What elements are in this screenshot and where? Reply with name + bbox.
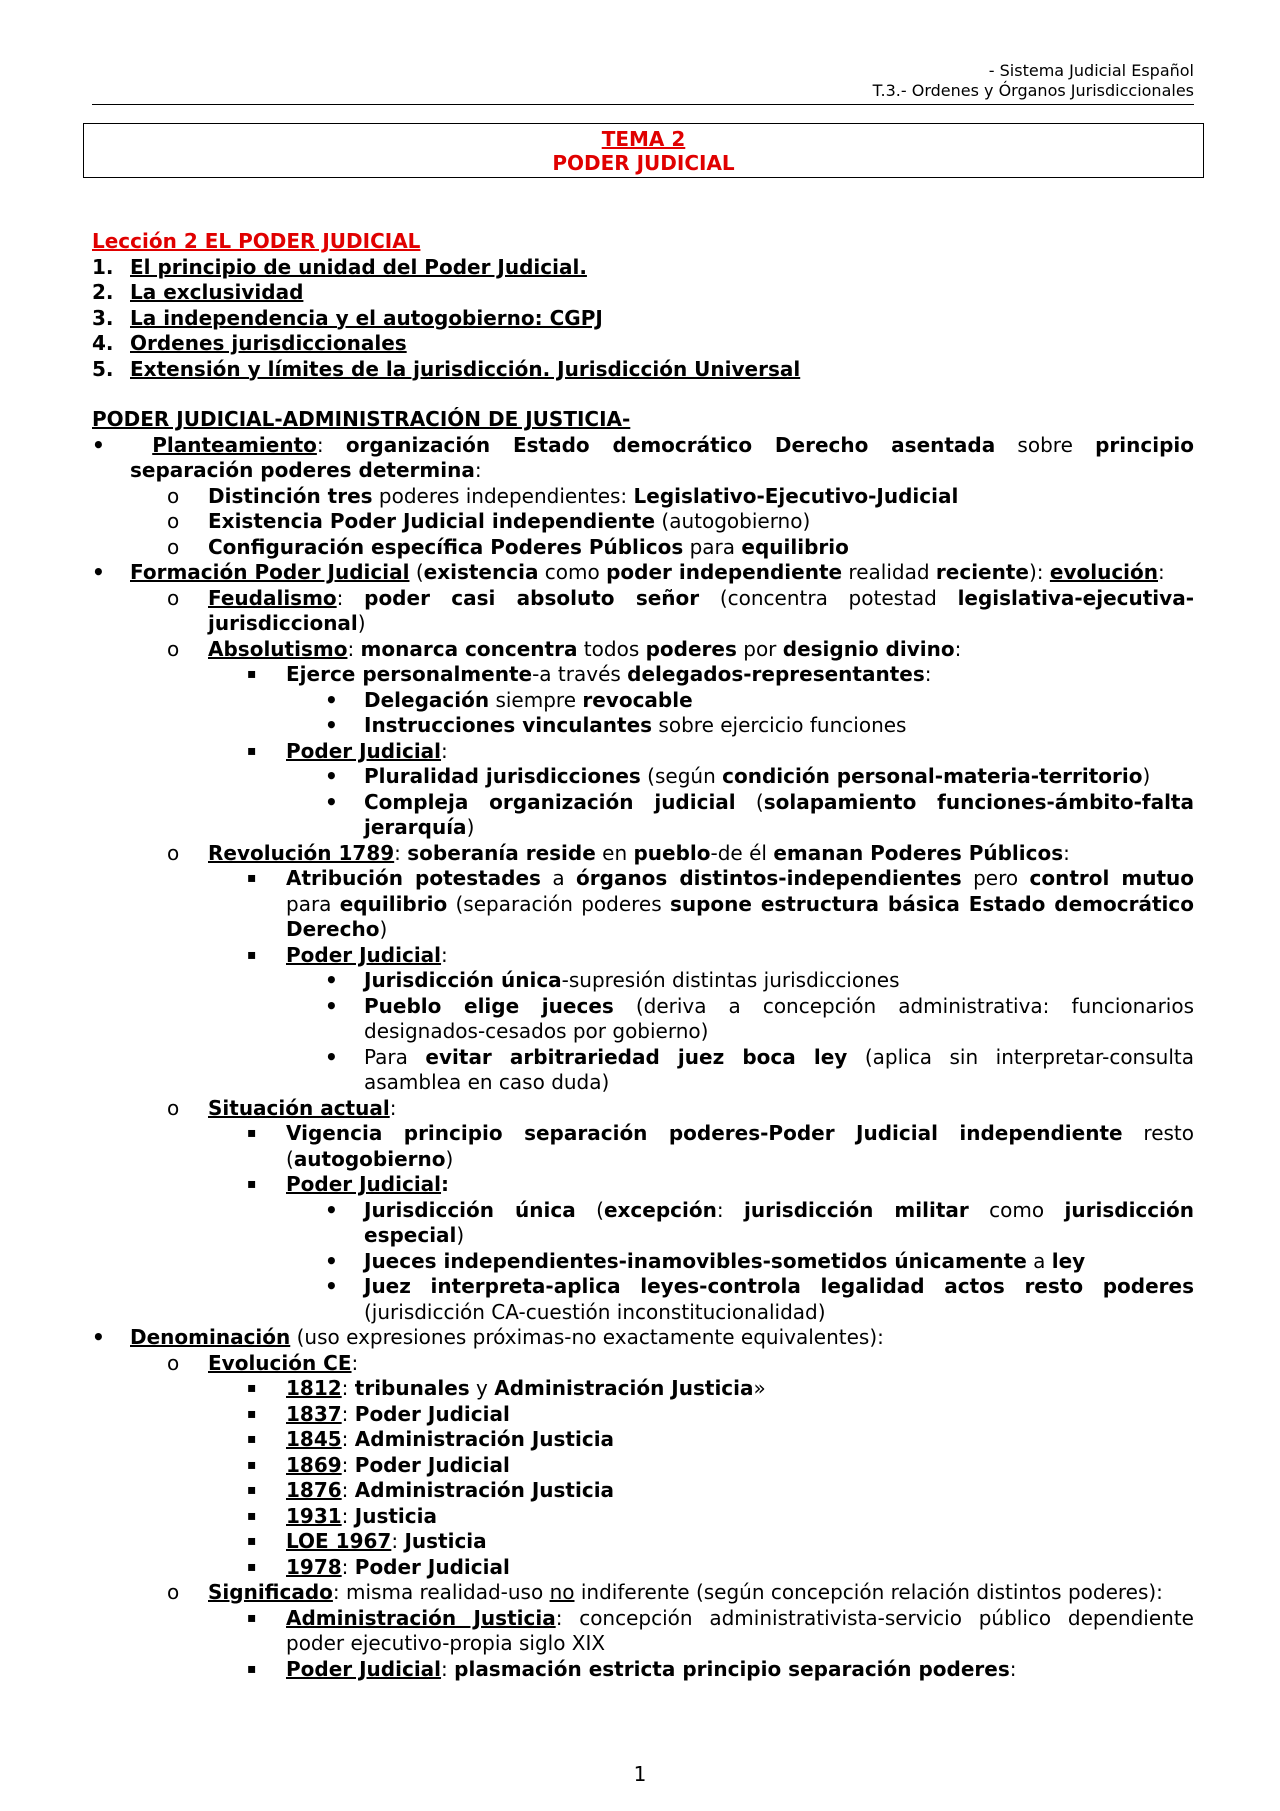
square-marker: ▪ bbox=[247, 1507, 257, 1524]
tema-subtitle: PODER JUDICIAL bbox=[552, 151, 735, 175]
list-item: o Configuración específica Poderes Públicos para equilibrio bbox=[167, 534, 849, 559]
list-item: o Evolución CE: bbox=[167, 1350, 359, 1375]
list-item: ▪ Ejerce personalmente-a través delegados-representantes: bbox=[247, 662, 932, 686]
circle-marker: o bbox=[167, 1350, 180, 1375]
list-item: o Absolutismo: monarca concentra todos poderes por designio divino: bbox=[167, 636, 962, 661]
lesson-item: 2. La exclusividad bbox=[92, 280, 304, 304]
bullet-planteamiento: • Planteamiento: organización Estado democrático Derecho asentada sobre principio separación poderes determina: bbox=[92, 432, 1194, 482]
header-course: - Sistema Judicial Español bbox=[988, 61, 1194, 80]
list-item: ▪ 1845: Administración Justicia bbox=[247, 1427, 615, 1451]
square-marker: ▪ bbox=[247, 1405, 257, 1422]
list-item: • Pluralidad jurisdicciones (según condición personal-materia-territorio) bbox=[325, 764, 1151, 788]
list-item: • Juez interpreta-aplica leyes-controla legalidad actos resto poderes (jurisdicción CA-cuestión inconstitucionalidad) bbox=[325, 1274, 1194, 1324]
lesson-item: 5. Extensión y límites de la jurisdicción. Jurisdicción Universal bbox=[92, 356, 801, 381]
square-marker: ▪ bbox=[247, 946, 257, 963]
square-marker: ▪ bbox=[247, 666, 257, 682]
list-item: ▪ 1876: Administración Justicia bbox=[247, 1478, 615, 1502]
square-marker: ▪ bbox=[247, 1660, 257, 1677]
list-item: ▪ 1812: tribunales y Administración Justicia» bbox=[247, 1376, 766, 1400]
dot-marker: • bbox=[325, 1044, 338, 1069]
circle-marker: o bbox=[167, 636, 180, 661]
list-item: • Jueces independientes-inamovibles-sometidos únicamente a ley bbox=[325, 1248, 1086, 1273]
list-item: o Significado: misma realidad-uso no indiferente (según concepción relación distintos poderes): bbox=[167, 1580, 1163, 1604]
list-item: • Jurisdicción única (excepción: jurisdicción militar como jurisdicción especial) bbox=[325, 1197, 1194, 1247]
spacer bbox=[92, 382, 1194, 407]
square-marker: ▪ bbox=[247, 1533, 257, 1549]
list-item: ▪ Poder Judicial: plasmación estricta principio separación poderes: bbox=[247, 1656, 1017, 1681]
title-box bbox=[83, 123, 1204, 178]
list-item: ▪ Atribución potestades a órganos distintos-independientes pero control mutuo para equilibrio (separación poderes supone estructura básica Estado democrático Derecho) bbox=[247, 866, 1194, 941]
dot-marker: • bbox=[325, 687, 338, 712]
dot-marker: • bbox=[325, 789, 338, 814]
square-marker: ▪ bbox=[247, 1380, 257, 1396]
dot-marker: • bbox=[325, 968, 338, 992]
list-item: • Jurisdicción única-supresión distintas jurisdicciones bbox=[325, 968, 900, 992]
header-divider bbox=[92, 104, 1194, 105]
dot-marker: • bbox=[325, 764, 338, 788]
list-item: • Para evitar arbitrariedad juez boca ley (aplica sin interpretar-consulta asamblea en caso duda) bbox=[325, 1044, 1194, 1094]
list-item: • Instrucciones vinculantes sobre ejercicio funciones bbox=[325, 713, 907, 737]
dot-marker: • bbox=[325, 1248, 338, 1273]
circle-marker: o bbox=[167, 1095, 180, 1120]
bullet-formacion: • Formación Poder Judicial (existencia como poder independiente realidad reciente): evolución: bbox=[92, 560, 1165, 584]
header-topic: T.3.- Ordenes y Órganos Jurisdiccionales bbox=[872, 81, 1194, 100]
list-item: • Compleja organización judicial (solapamiento funciones-ámbito-falta jerarquía) bbox=[325, 789, 1194, 839]
circle-marker: o bbox=[167, 585, 180, 610]
dot-marker: • bbox=[325, 993, 338, 1018]
bullet-denominacion: • Denominación (uso expresiones próximas-no exactamente equivalentes): bbox=[92, 1325, 884, 1349]
bullet-marker: • bbox=[92, 560, 105, 584]
circle-marker: o bbox=[167, 840, 180, 865]
list-item: ▪ Poder Judicial: bbox=[247, 738, 448, 763]
lesson-item: 3. La independencia y el autogobierno: CGPJ bbox=[92, 305, 603, 330]
lesson-item: 4. Ordenes jurisdiccionales bbox=[92, 331, 407, 355]
square-marker: ▪ bbox=[247, 1558, 257, 1575]
list-item: ▪ Vigencia principio separación poderes-Poder Judicial independiente resto (autogobierno) bbox=[247, 1121, 1195, 1171]
list-item: o Situación actual: bbox=[167, 1095, 397, 1120]
section-heading: PODER JUDICIAL-ADMINISTRACIÓN DE JUSTICIA- bbox=[92, 407, 631, 431]
square-marker: ▪ bbox=[247, 1609, 257, 1626]
list-item: o Feudalismo: poder casi absoluto señor (concentra potestad legislativa-ejecutiva-jurisdiccional) bbox=[167, 585, 1194, 635]
list-item: ▪ 1837: Poder Judicial bbox=[247, 1401, 510, 1426]
circle-marker: o bbox=[167, 483, 180, 508]
list-item: ▪ Administración Justicia: concepción administrativista-servicio público dependiente poder ejecutivo-propia siglo XIX bbox=[247, 1605, 1194, 1655]
list-item: o Revolución 1789: soberanía reside en pueblo-de él emanan Poderes Públicos: bbox=[167, 840, 1070, 865]
square-marker: ▪ bbox=[247, 1482, 257, 1498]
lesson-item: 1. El principio de unidad del Poder Judicial. bbox=[92, 254, 587, 279]
circle-marker: o bbox=[167, 1580, 180, 1604]
square-marker: ▪ bbox=[247, 1456, 257, 1473]
square-marker: ▪ bbox=[247, 1125, 257, 1141]
circle-marker: o bbox=[167, 534, 180, 559]
list-item: • Pueblo elige jueces (deriva a concepción administrativa: funcionarios designados-cesados por gobierno) bbox=[325, 993, 1195, 1043]
list-item: ▪ 1978: Poder Judicial bbox=[247, 1554, 510, 1579]
bullet-marker: • bbox=[92, 1325, 105, 1349]
square-marker: ▪ bbox=[247, 1176, 257, 1192]
square-marker: ▪ bbox=[247, 1431, 257, 1447]
list-item: • Delegación siempre revocable bbox=[325, 687, 693, 712]
document-body bbox=[92, 229, 1194, 1682]
circle-marker: o bbox=[167, 509, 180, 533]
list-item: o Existencia Poder Judicial independiente (autogobierno) bbox=[167, 509, 811, 533]
bullet-marker: • bbox=[92, 432, 105, 457]
list-item: ▪ LOE 1967: Justicia bbox=[247, 1529, 487, 1553]
square-marker: ▪ bbox=[247, 742, 257, 759]
list-item: ▪ 1869: Poder Judicial bbox=[247, 1452, 510, 1477]
list-item: o Distinción tres poderes independientes: Legislativo-Ejecutivo-Judicial bbox=[167, 483, 959, 508]
list-item: ▪ Poder Judicial: bbox=[247, 942, 448, 967]
dot-marker: • bbox=[325, 1197, 338, 1222]
running-header bbox=[873, 61, 1194, 101]
tema-title: TEMA 2 bbox=[601, 127, 686, 151]
lesson-heading: Lección 2 EL PODER JUDICIAL bbox=[92, 229, 421, 253]
dot-marker: • bbox=[325, 1274, 338, 1298]
list-item: ▪ Poder Judicial: bbox=[247, 1172, 450, 1196]
square-marker: ▪ bbox=[247, 870, 257, 886]
list-item: ▪ 1931: Justicia bbox=[247, 1503, 437, 1528]
dot-marker: • bbox=[325, 713, 338, 737]
page-number: 1 bbox=[633, 1762, 647, 1786]
